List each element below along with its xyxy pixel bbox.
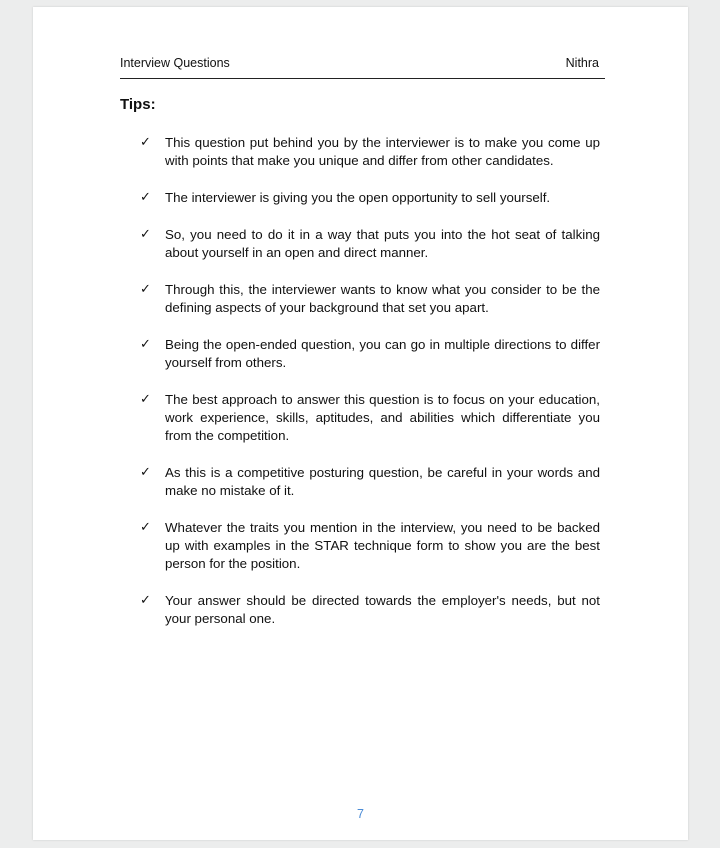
tip-item <box>140 592 600 628</box>
tip-text: Being the open-ended question, you can go in multiple directions to differ yourself from others. <box>165 337 600 370</box>
tip-item <box>140 336 600 372</box>
check-icon: ✓ <box>140 135 151 150</box>
tip-text: Whatever the traits you mention in the interview, you need to be backed up with examples in the STAR technique form to show you are the best person for the position. <box>165 520 600 571</box>
check-icon: ✓ <box>140 392 151 407</box>
tip-item <box>140 464 600 500</box>
tip-item <box>140 281 600 317</box>
tip-text: Your answer should be directed towards the employer's needs, but not your personal one. <box>165 593 600 626</box>
tip-item <box>140 519 600 573</box>
check-icon: ✓ <box>140 520 151 535</box>
page-header <box>120 56 605 79</box>
page-number: 7 <box>357 807 364 821</box>
tip-item <box>140 134 600 170</box>
tip-item <box>140 226 600 262</box>
check-icon: ✓ <box>140 593 151 608</box>
document-page <box>33 7 688 840</box>
tip-text: The best approach to answer this question is to focus on your education, work experience, skills, aptitudes, and abilities which differentiate you from the competition. <box>165 392 600 443</box>
tip-text: The interviewer is giving you the open opportunity to sell yourself. <box>165 190 551 205</box>
header-title: Interview Questions <box>120 56 230 70</box>
tip-item <box>140 391 600 445</box>
tips-list <box>140 134 600 647</box>
check-icon: ✓ <box>140 465 151 480</box>
check-icon: ✓ <box>140 282 151 297</box>
tip-text: As this is a competitive posturing question, be careful in your words and make no mistake of it. <box>165 465 600 498</box>
tip-text: Through this, the interviewer wants to know what you consider to be the defining aspects of your background that set you apart. <box>165 282 600 315</box>
check-icon: ✓ <box>140 227 151 242</box>
check-icon: ✓ <box>140 337 151 352</box>
check-icon: ✓ <box>140 190 151 205</box>
tips-heading: Tips: <box>120 96 156 113</box>
tip-item <box>140 189 600 207</box>
tip-text: This question put behind you by the interviewer is to make you come up with points that make you unique and differ from other candidates. <box>165 135 600 168</box>
header-brand: Nithra <box>565 56 599 70</box>
tip-text: So, you need to do it in a way that puts you into the hot seat of talking about yourself in an open and direct manner. <box>165 227 600 260</box>
